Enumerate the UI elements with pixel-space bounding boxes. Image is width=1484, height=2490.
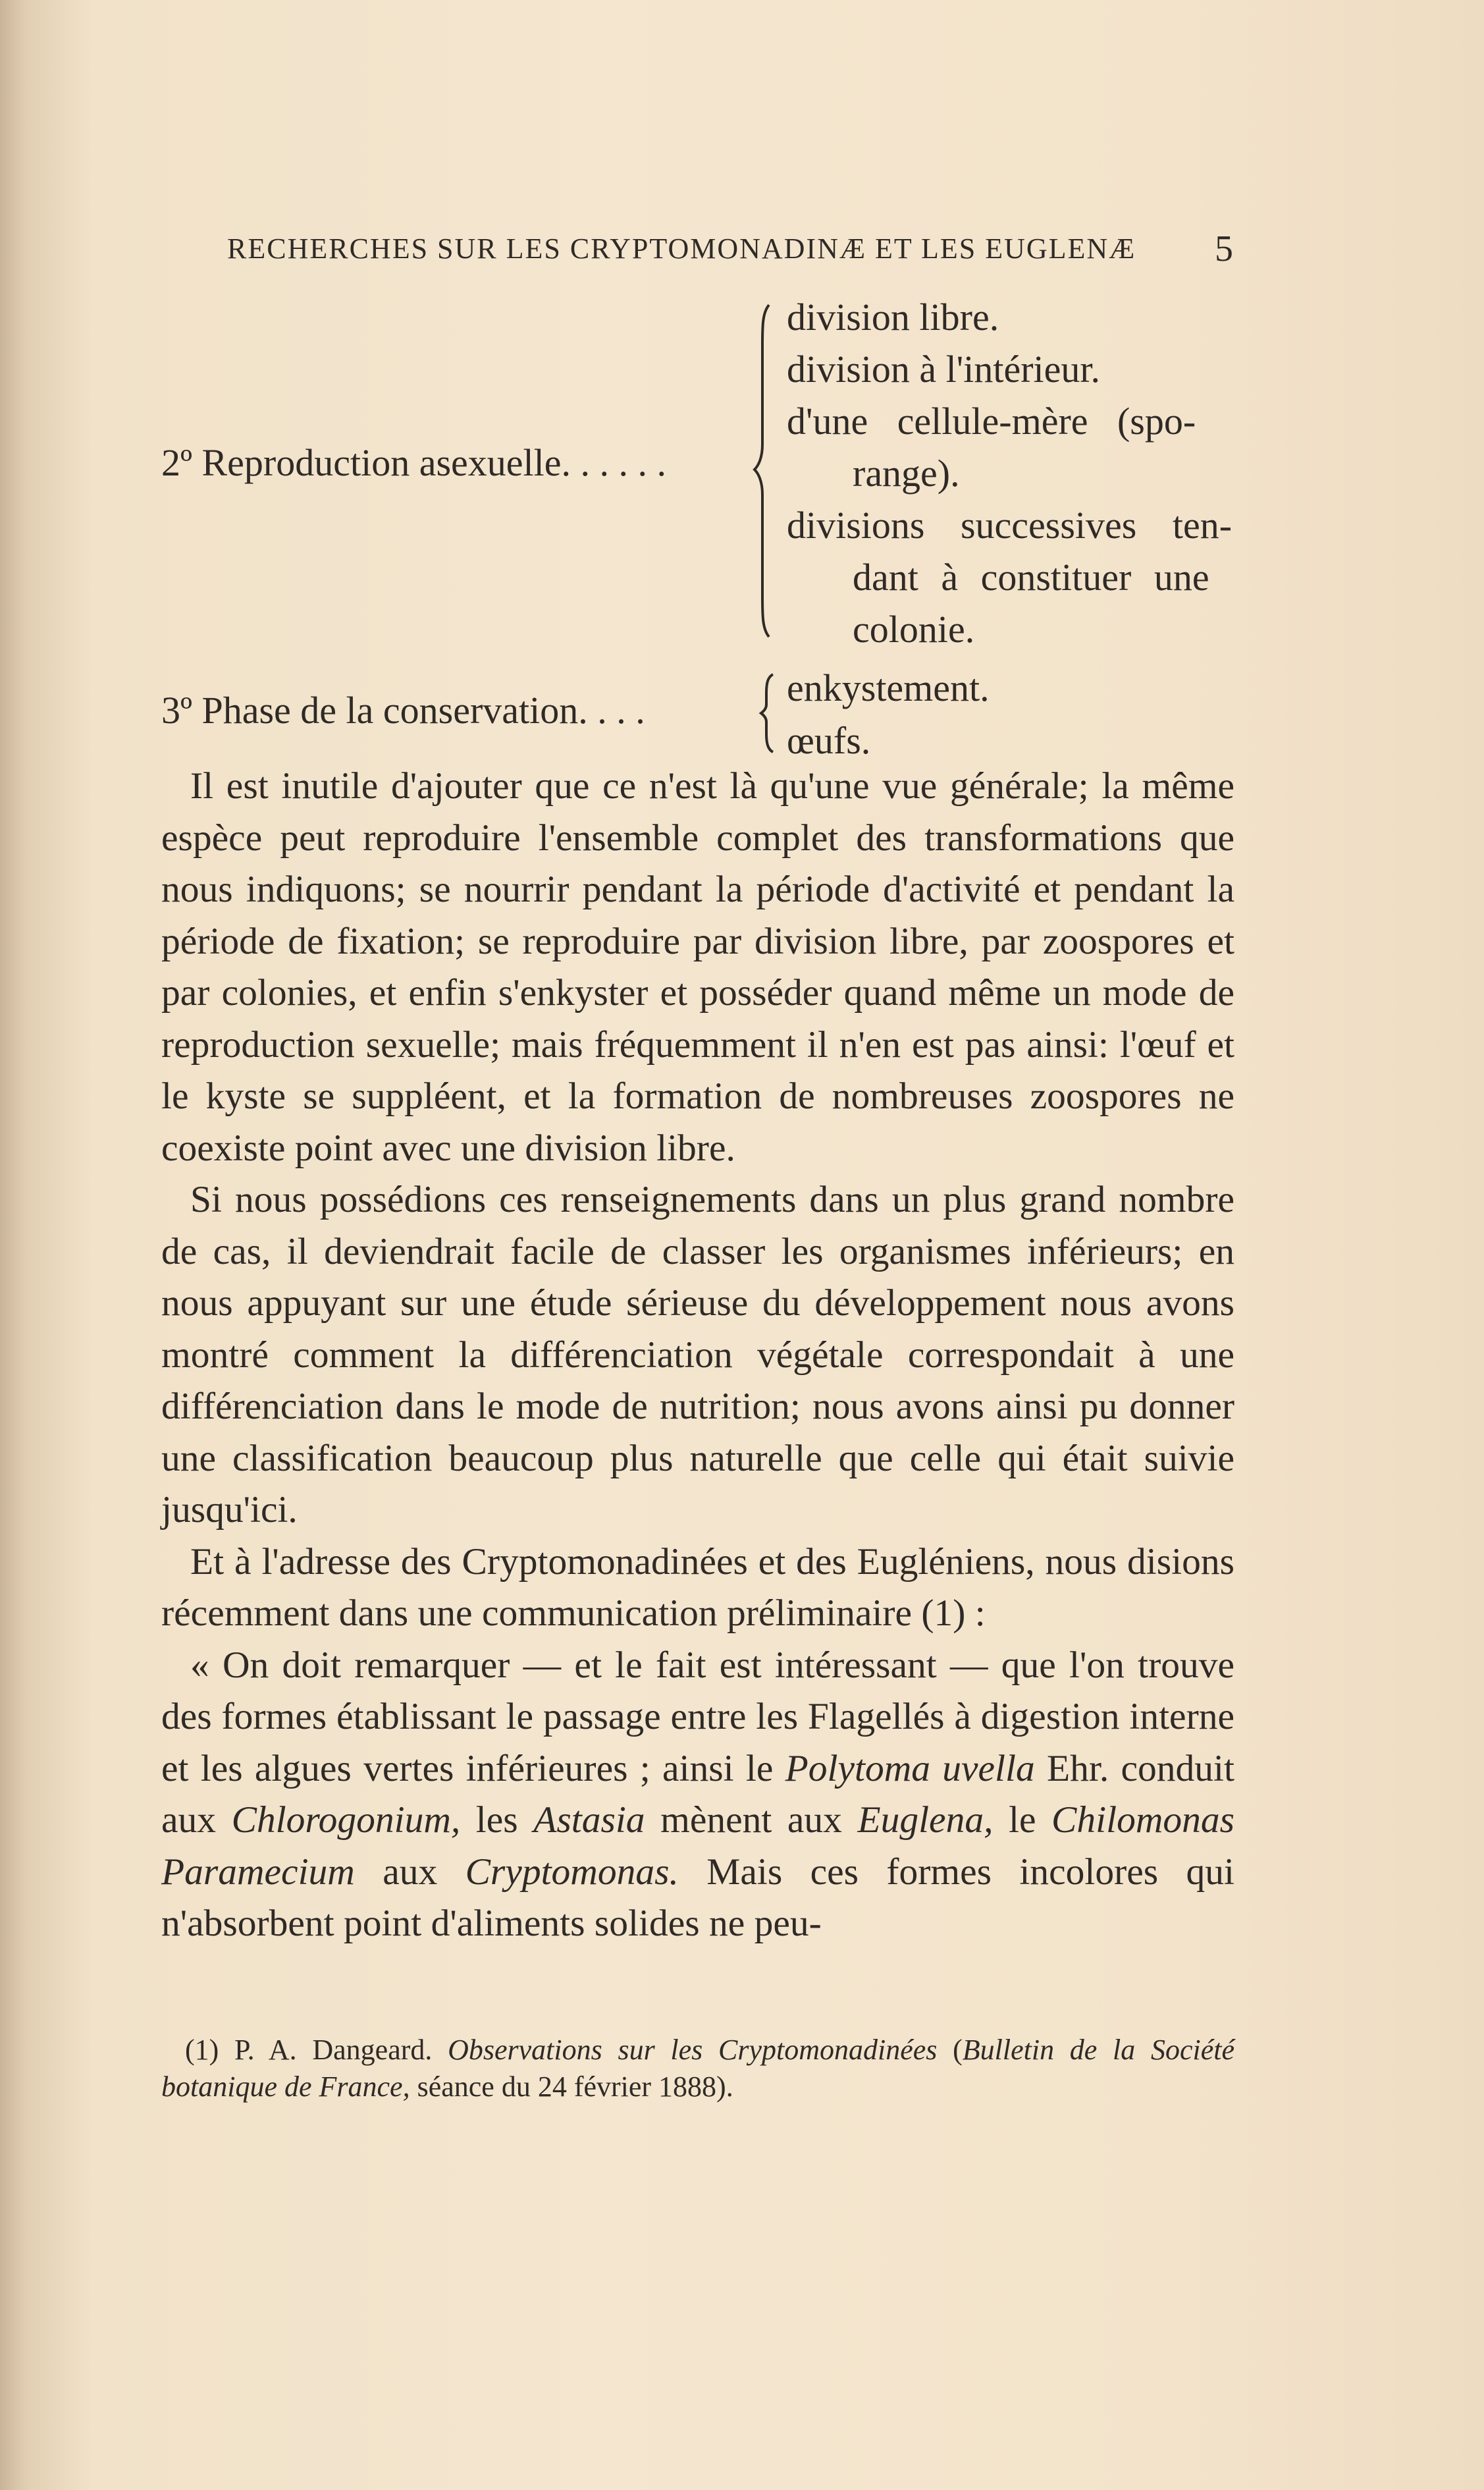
footnote-part: (1) P. A. Dangeard.: [185, 2034, 448, 2066]
brace-reproduction: [751, 300, 783, 642]
body-text: [161, 761, 1234, 1950]
paragraph: Si nous possédions ces renseignements dans un plus grand nombre de cas, il deviendrait facile de classer les organismes inférieurs; en nous appuyant sur une étude sérieuse du développement nous avons montré comment la différenciation végétale correspondait à une différenciation dans le mode de nutrition; nous avons ainsi pu donner une classification beaucoup plus naturelle que celle qui était suivie jusqu'ici.: [161, 1179, 1234, 1530]
species-name: Chlorogonium,: [231, 1799, 461, 1841]
running-head-title: RECHERCHES SUR LES CRYPTOMONADINÆ ET LES EUGLENÆ: [227, 232, 1136, 265]
brace-conservation: [756, 670, 782, 756]
footnote-text: [161, 2032, 1234, 2105]
reproduction-items: [787, 291, 1232, 655]
quote-text: les: [460, 1799, 534, 1841]
outline-item: division à l'intérieur.: [787, 348, 1100, 391]
footnote-part: séance du 24 février 1888).: [410, 2070, 733, 2103]
running-head: [227, 229, 1234, 278]
outline-item: colonie.: [853, 608, 975, 651]
conservation-items: [787, 662, 990, 767]
species-name: Astasia: [533, 1799, 645, 1841]
page-number: 5: [1215, 229, 1234, 269]
footnote: [161, 2032, 1234, 2105]
species-name: Polytoma uvella: [785, 1747, 1035, 1789]
species-name: Chilomonas Paramecium: [161, 1799, 1235, 1893]
species-name: Euglena,: [857, 1799, 994, 1841]
outline-item: d'une cellule-mère (spo-: [787, 400, 1196, 443]
footnote-part: (: [937, 2034, 963, 2066]
outline-item: division libre.: [787, 296, 999, 338]
paragraph: Et à l'adresse des Cryptomonadinées et des Eugléniens, nous disions récemment dans une communication préliminaire (1) :: [161, 1540, 1234, 1634]
outline-item: dant à constituer une: [853, 556, 1209, 599]
quote-text: aux: [354, 1851, 465, 1893]
quote-text: Ehr. conduit aux: [161, 1747, 1234, 1841]
outline-label-reproduction: 2º Reproduction asexuelle. . . . . .: [161, 441, 666, 484]
quote-text: Mais ces formes incolores qui n'absorbent point d'aliments solides ne peu-: [161, 1851, 1234, 1944]
quote-text: le: [993, 1799, 1052, 1841]
footnote-title: Observations sur les Cryptomonadinées: [448, 2034, 938, 2066]
quote-text: mènent aux: [645, 1799, 858, 1841]
species-name: Cryptomonas.: [465, 1851, 679, 1893]
outline-item: divisions successives ten-: [787, 504, 1232, 547]
paragraph: Il est inutile d'ajouter que ce n'est là qu'une vue générale; la même espèce peut reproduire l'ensemble complet des transformations que nous indiquons; se nourrir pendant la période d'activité et pendant la période de fixation; se reproduire par division libre, par zoospores et par colonies, et enfin s'enkyster et posséder quand même un mode de reproduction sexuelle; mais fréquemment il n'en est pas ainsi: l'œuf et le kyste se suppléent, et la formation de nombreuses zoospores ne coexiste point avec une division libre.: [161, 765, 1234, 1169]
quote-paragraph: [161, 1640, 1234, 1950]
outline-item: œufs.: [787, 719, 871, 762]
quote-text: « On doit remarquer — et le fait est intéressant — que l'on trouve des formes établissant le passage entre les Flagellés à digestion interne et les algues vertes inférieures ; ainsi le: [161, 1644, 1234, 1789]
outline-item: range).: [853, 452, 960, 495]
outline-label-conservation: 3º Phase de la conservation. . . .: [161, 689, 645, 732]
outline-item: enkystement.: [787, 666, 990, 709]
footnote-journal: Bulletin de la Société botanique de France,: [161, 2034, 1234, 2103]
